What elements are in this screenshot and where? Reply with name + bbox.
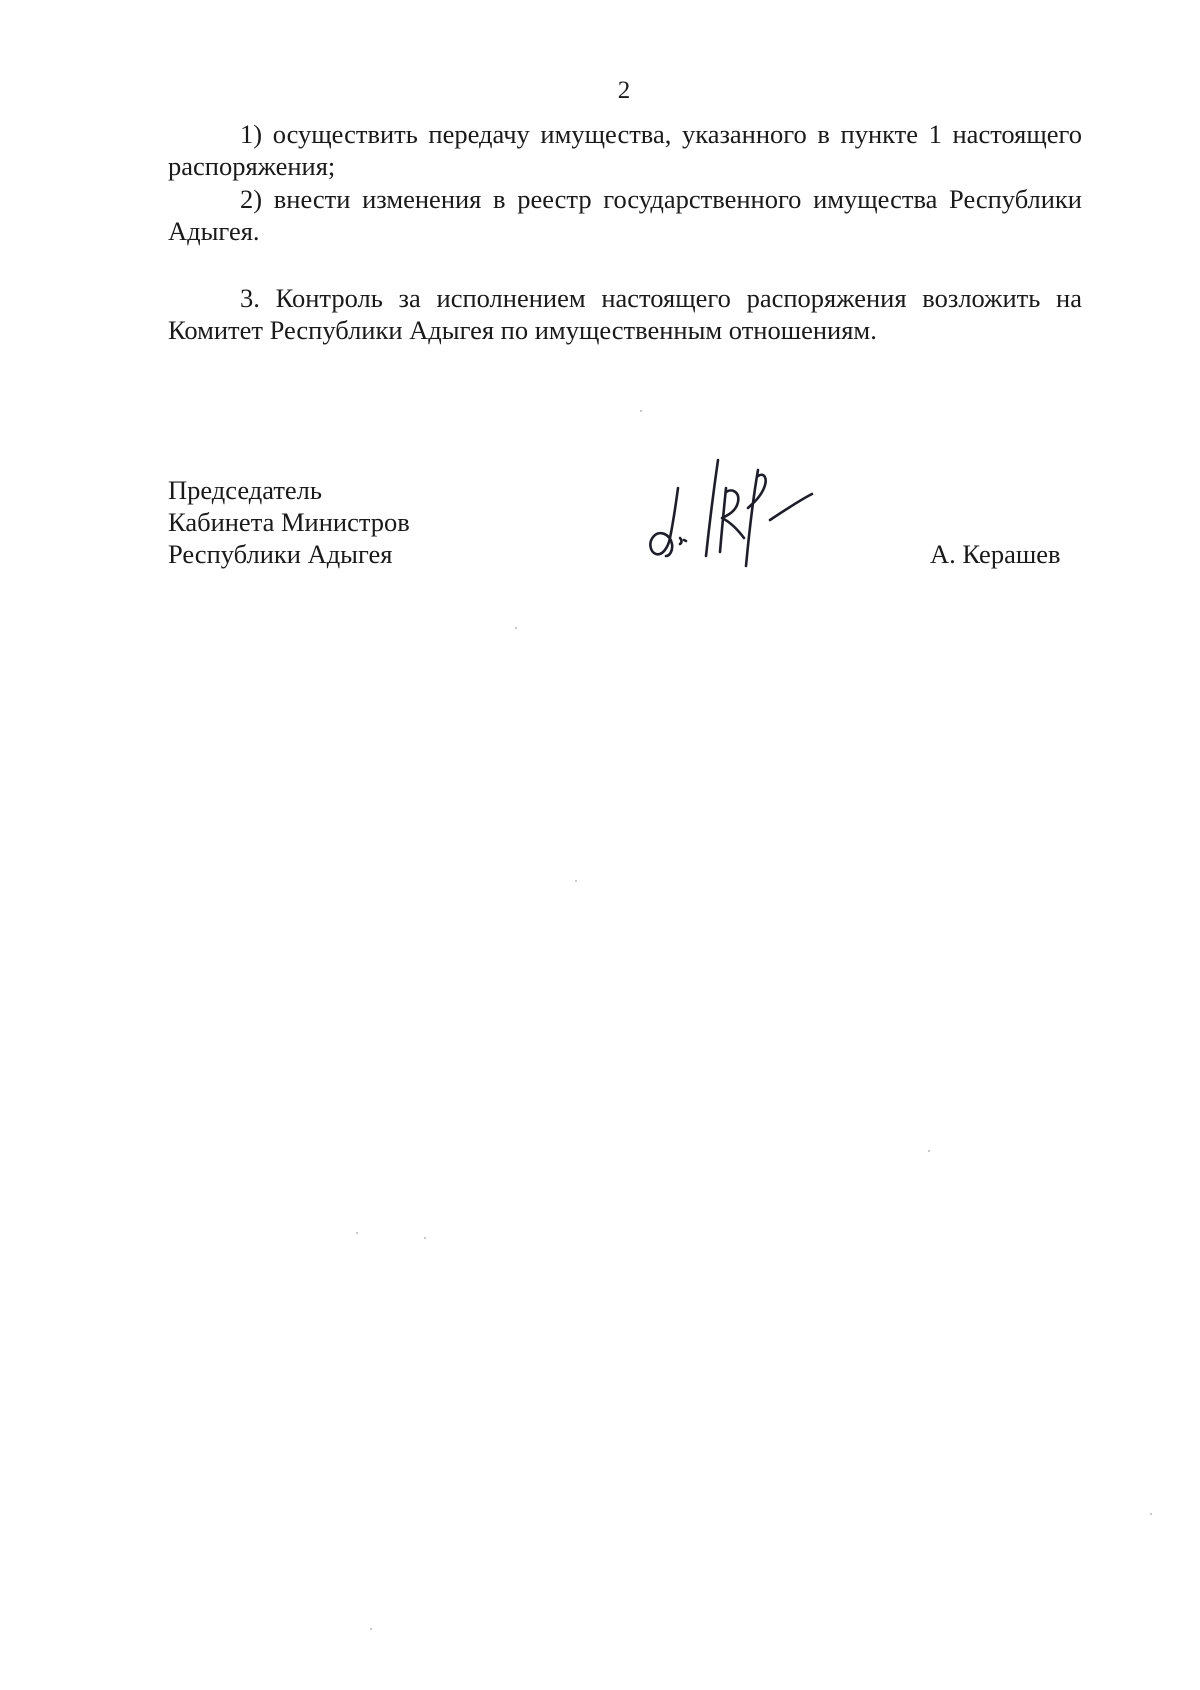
signatory-title bbox=[168, 474, 410, 570]
signatory-title-line-1: Председатель bbox=[168, 475, 322, 505]
scan-speck bbox=[424, 1237, 426, 1239]
scan-speck bbox=[640, 410, 642, 412]
scan-speck bbox=[928, 1150, 930, 1152]
scan-speck bbox=[575, 880, 577, 882]
paragraph-item-3: 3. Контроль за исполнением настоящего распоряжения возложить на Комитет Республики Адыгея по имущественным отношениям. bbox=[168, 283, 1082, 345]
scan-speck bbox=[370, 1628, 372, 1630]
signatory-title-line-2: Кабинета Министров bbox=[168, 507, 410, 537]
scan-speck bbox=[356, 1232, 358, 1234]
scan-speck bbox=[1150, 1513, 1152, 1515]
handwritten-signature bbox=[640, 448, 830, 578]
paragraph-item-1: 1) осуществить передачу имущества, указанного в пункте 1 настоящего распоряжения; bbox=[168, 119, 1082, 181]
signatory-title-line-3: Республики Адыгея bbox=[168, 539, 393, 569]
signatory-name: А. Керашев bbox=[930, 539, 1061, 569]
scan-speck bbox=[515, 627, 517, 629]
page-number: 2 bbox=[617, 77, 631, 104]
paragraph-item-2: 2) внести изменения в реестр государственного имущества Республики Адыгея. bbox=[168, 184, 1082, 246]
